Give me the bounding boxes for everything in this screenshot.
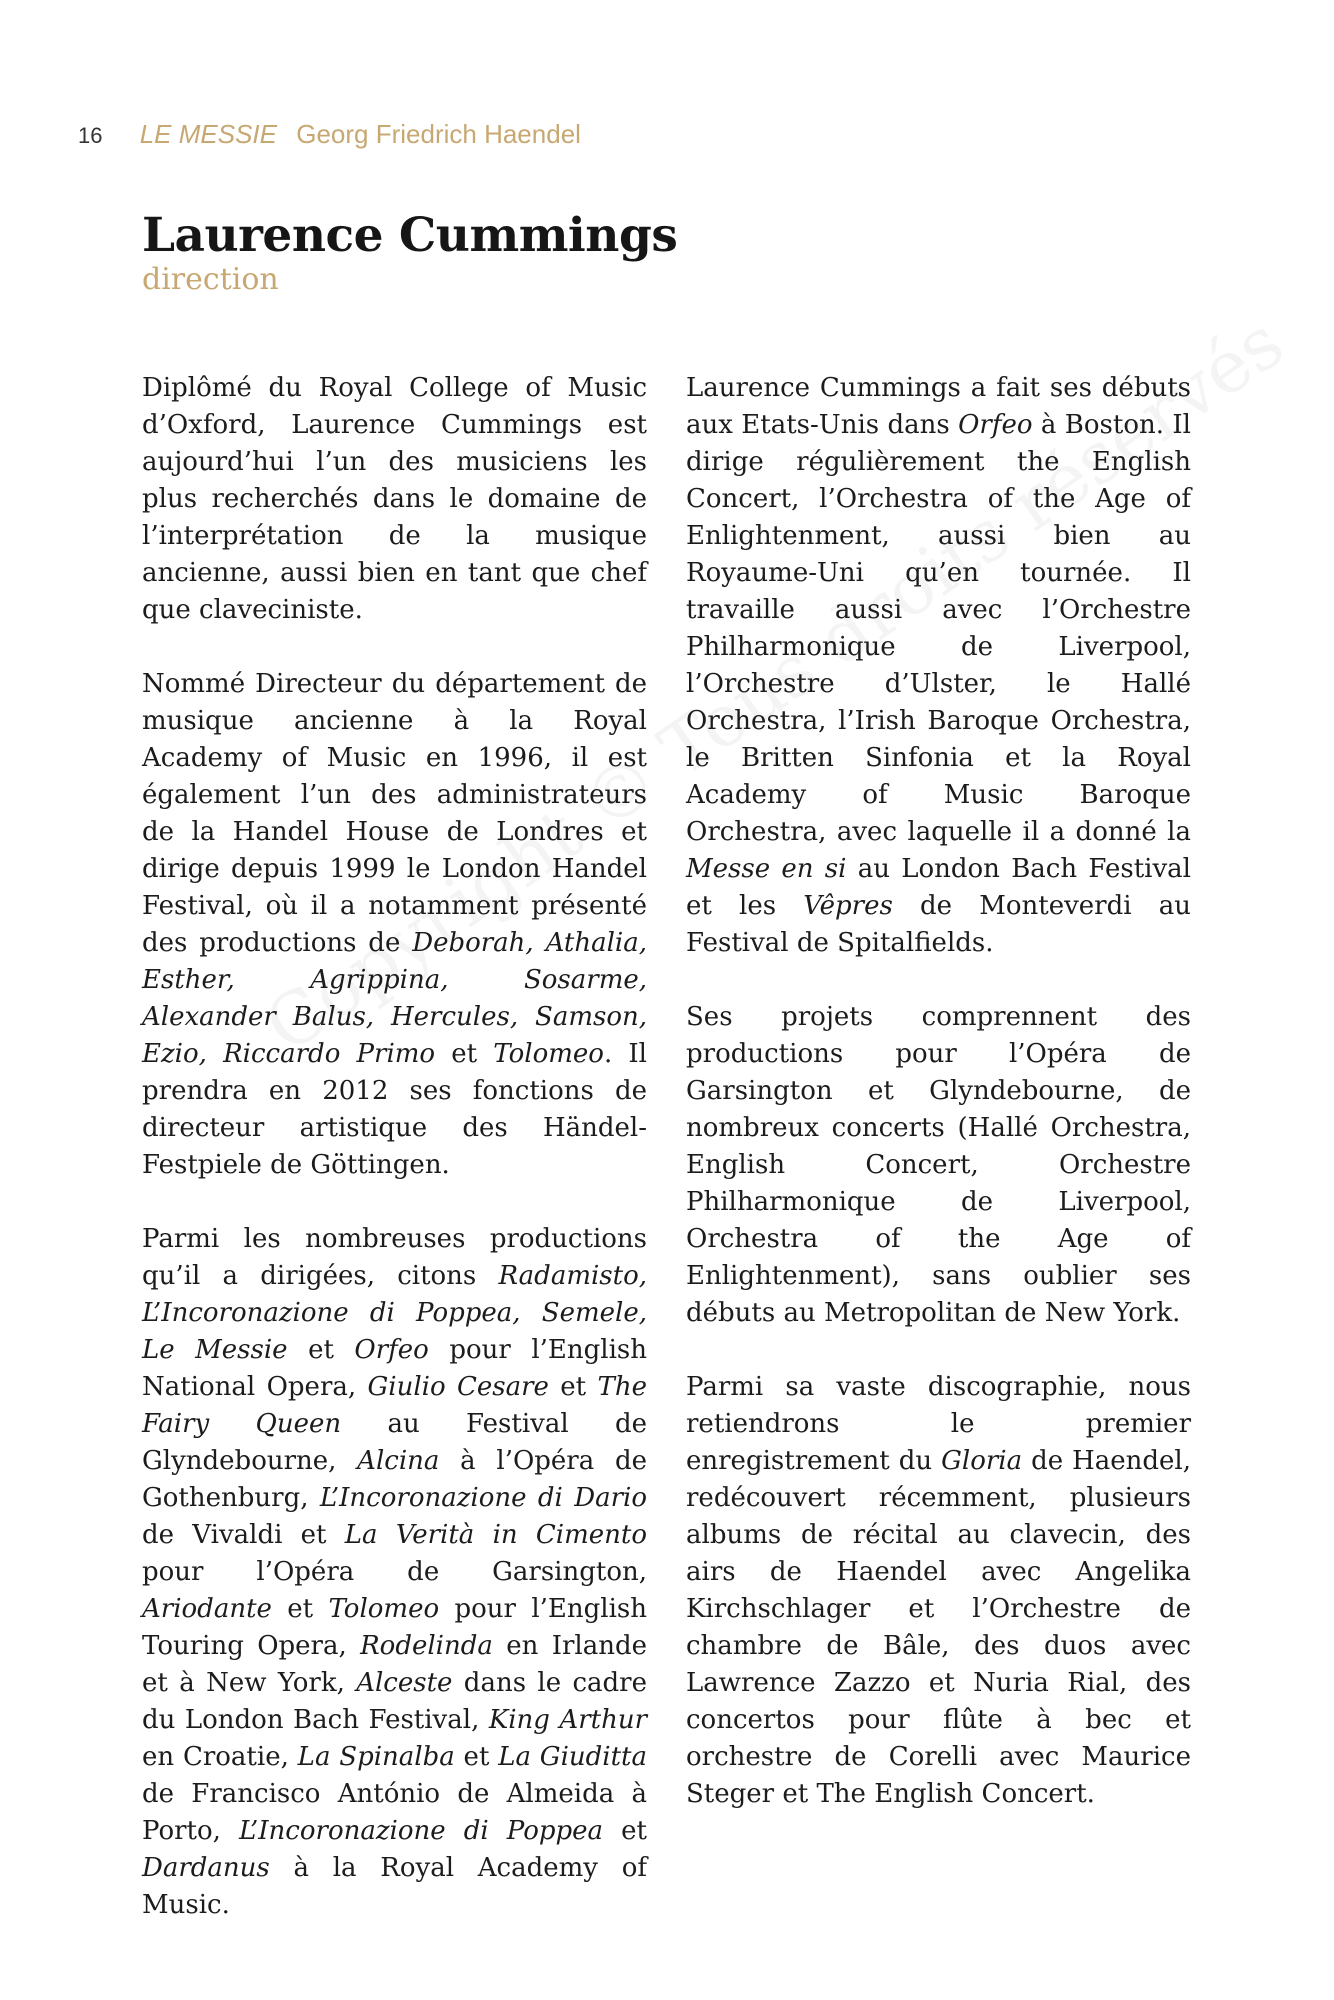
italic-title: Deborah, Athalia, Esther, Agrippina, Sosarme, Alexander Balus, Hercules, Samson, Ezio, Riccardo Primo (142, 928, 647, 1069)
italic-title: La Verità in Cimento (344, 1520, 647, 1550)
bio-paragraph-discography: Parmi sa vaste discographie, nous retiendrons le premier enregistrement du Gloria de Haendel, redécouvert récemment, plusieurs albums de récital au clavecin, des airs de Haendel avec Angelika Kirchschlager et l’Orchestre de chambre de Bâle, des duos avec Lawrence Zazzo et Nuria Rial, des concertos pour flûte à bec et orchestre de Corelli avec Maurice Steger et The English Concert. (686, 1372, 1191, 1809)
italic-title: Giulio Cesare (367, 1372, 549, 1402)
italic-title: The Fairy Queen (142, 1372, 647, 1439)
italic-title: King Arthur (488, 1705, 647, 1735)
italic-title: Ariodante (142, 1594, 272, 1624)
italic-title: Tolomeo (328, 1594, 440, 1624)
italic-title: La Giuditta (498, 1742, 647, 1772)
bio-paragraph-appointments: Nommé Directeur du département de musique ancienne à la Royal Academy of Music en 1996, il est également l’un des administrateurs de la Handel House de Londres et dirige depuis 1999 le London Handel Festival, où il a notamment présenté des productions de Deborah, Athalia, Esther, Agrippina, Sosarme, Alexander Balus, Hercules, Samson, Ezio, Riccardo Primo et Tolomeo. Il prendra en 2012 ses fonctions de directeur artistique des Händel-Festpiele de Göttingen. (142, 669, 647, 1180)
artist-name: Laurence Cummings (142, 208, 678, 263)
italic-title: Alceste (356, 1668, 453, 1698)
italic-title: La Spinalba (297, 1742, 455, 1772)
artist-role: direction (142, 262, 279, 297)
biography-left-column (142, 370, 647, 1961)
composer-name: Georg Friedrich Haendel (296, 119, 581, 149)
running-header (78, 116, 581, 152)
bio-paragraph-international: Laurence Cummings a fait ses débuts aux Etats-Unis dans Orfeo à Boston. Il dirige régulièrement the English Concert, l’Orchestra of the Age of Enlightenment, aussi bien au Royaume-Uni qu’en tournée. Il travaille aussi avec l’Orchestre Philharmonique de Liverpool, l’Orchestre d’Ulster, le Hallé Orchestra, l’Irish Baroque Orchestra, le Britten Sinfonia et la Royal Academy of Music Baroque Orchestra, avec laquelle il a donné la Messe en si au London Bach Festival et les Vêpres de Monteverdi au Festival de Spitalfields. (686, 373, 1191, 958)
italic-title: Vêpres (803, 891, 893, 921)
italic-title: L’Incoronazione di Dario (319, 1483, 647, 1513)
italic-title: Alcina (357, 1446, 440, 1476)
bio-paragraph-education: Diplômé du Royal College of Music d’Oxford, Laurence Cummings est aujourd’hui l’un des musiciens les plus recherchés dans le domaine de l’interprétation de la musique ancienne, aussi bien en tant que chef que claveciniste. (142, 373, 647, 625)
italic-title: Orfeo (354, 1335, 429, 1365)
italic-title: L’Incoronazione di Poppea (238, 1816, 604, 1846)
italic-title: Gloria (941, 1446, 1023, 1476)
italic-title: Radamisto, L’Incoronazione di Poppea, Semele, Le Messie (142, 1261, 647, 1365)
biography-right-column (686, 370, 1191, 1850)
page-number: 16 (78, 123, 103, 148)
italic-title: Rodelinda (360, 1631, 493, 1661)
bio-paragraph-projects: Ses projets comprennent des productions pour l’Opéra de Garsington et Glyndebourne, de nombreux concerts (Hallé Orchestra, English Concert, Orchestre Philharmonique de Liverpool, Orchestra of the Age of Enlightenment), sans oublier ses débuts au Metropolitan de New York. (686, 1002, 1191, 1328)
italic-title: Orfeo (958, 410, 1033, 440)
italic-title: Tolomeo (493, 1039, 604, 1069)
bio-paragraph-productions: Parmi les nombreuses productions qu’il a dirigées, citons Radamisto, L’Incoronazione di Poppea, Semele, Le Messie et Orfeo pour l’English National Opera, Giulio Cesare et The Fairy Queen au Festival de Glyndebourne, Alcina à l’Opéra de Gothenburg, L’Incoronazione di Dario de Vivaldi et La Verità in Cimento pour l’Opéra de Garsington, Ariodante et Tolomeo pour l’English Touring Opera, Rodelinda en Irlande et à New York, Alceste dans le cadre du London Bach Festival, King Arthur en Croatie, La Spinalba et La Giuditta de Francisco António de Almeida à Porto, L’Incoronazione di Poppea et Dardanus à la Royal Academy of Music. (142, 1224, 648, 1920)
italic-title: Dardanus (142, 1853, 270, 1883)
work-title: LE MESSIE (139, 119, 277, 149)
italic-title: Messe en si (686, 854, 847, 884)
